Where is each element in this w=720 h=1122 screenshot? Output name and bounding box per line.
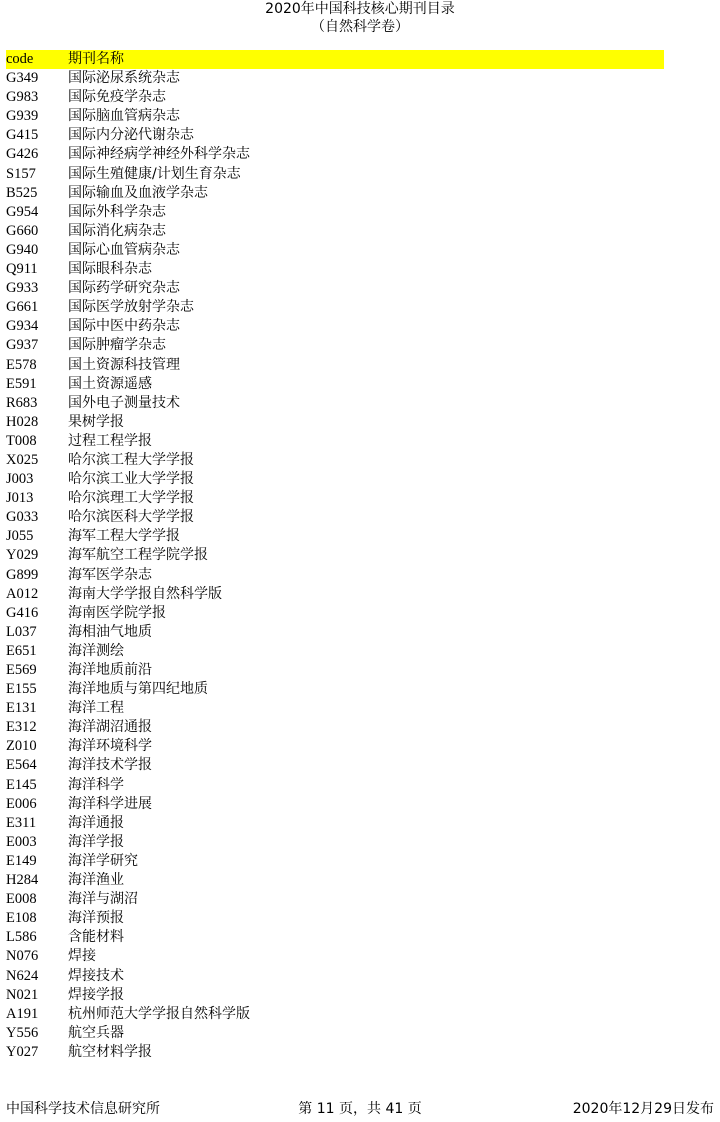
table-row <box>6 241 664 260</box>
journal-code: E564 <box>6 757 37 774</box>
table-row <box>6 394 664 413</box>
journal-code: E155 <box>6 681 37 698</box>
table-row <box>6 489 664 508</box>
journal-code: E006 <box>6 795 37 812</box>
journal-code: E312 <box>6 719 37 736</box>
journal-code: T008 <box>6 432 37 449</box>
table-row <box>6 470 664 489</box>
journal-name: 国际生殖健康/计划生育杂志 <box>68 165 241 182</box>
journal-name: 海洋地质前沿 <box>68 662 152 678</box>
table-row <box>6 356 664 375</box>
journal-code: E131 <box>6 700 37 717</box>
table-row <box>6 1005 664 1024</box>
journal-code: N624 <box>6 967 39 984</box>
table-row <box>6 928 664 947</box>
table-row <box>6 203 664 222</box>
journal-code: Q911 <box>6 261 38 278</box>
table-row <box>6 661 664 680</box>
journal-code: G899 <box>6 566 39 583</box>
document-title: 2020年中国科技核心期刊目录 <box>265 1 455 17</box>
table-row <box>6 795 664 814</box>
footer-publish-date: 2020年12月29日发布 <box>572 1101 714 1117</box>
journal-name: 海洋湖沼通报 <box>68 719 152 736</box>
journal-name: 过程工程学报 <box>68 432 152 449</box>
journal-code: N021 <box>6 986 39 1003</box>
journal-code: G983 <box>6 89 39 106</box>
journal-code: G937 <box>6 337 39 354</box>
table-row <box>6 184 664 203</box>
journal-code: E651 <box>6 642 37 659</box>
journal-name: 国际医学放射学杂志 <box>68 299 194 316</box>
journal-code: Y556 <box>6 1024 39 1041</box>
table-row <box>6 317 664 336</box>
table-row <box>6 986 664 1005</box>
journal-name: 航空材料学报 <box>68 1043 152 1060</box>
journal-name: 海军医学杂志 <box>68 566 152 583</box>
table-row <box>6 508 664 527</box>
table-row <box>6 680 664 699</box>
journal-name: 国际内分泌代谢杂志 <box>68 127 194 144</box>
journal-name: 国际肿瘤学杂志 <box>68 337 166 354</box>
table-row <box>6 699 664 718</box>
journal-name: 海洋通报 <box>68 814 124 831</box>
table-row <box>6 871 664 890</box>
table-row <box>6 814 664 833</box>
journal-name: 国土资源科技管理 <box>68 356 180 373</box>
journal-code: E569 <box>6 662 37 678</box>
journal-code: H284 <box>6 872 39 889</box>
table-row <box>6 1024 664 1043</box>
journal-name: 海军工程大学学报 <box>68 528 180 545</box>
table-row <box>6 126 664 145</box>
journal-code: E578 <box>6 356 37 373</box>
journal-code: J055 <box>6 528 34 545</box>
journal-code: E145 <box>6 776 37 793</box>
table-row <box>6 737 664 756</box>
table-row <box>6 604 664 623</box>
journal-code: R683 <box>6 394 38 411</box>
journal-name: 国际消化病杂志 <box>68 222 166 239</box>
column-header-journal-name: 期刊名称 <box>68 51 124 67</box>
journal-name: 哈尔滨医科大学学报 <box>68 509 194 526</box>
table-header-row <box>6 50 664 69</box>
table-row <box>6 566 664 585</box>
journal-name: 哈尔滨工程大学学报 <box>68 451 194 468</box>
journal-code: B525 <box>6 184 38 201</box>
journal-name: 焊接 <box>68 948 96 965</box>
table-row <box>6 298 664 317</box>
journal-code: J013 <box>6 490 34 507</box>
journal-code: E108 <box>6 910 37 927</box>
journal-code: L586 <box>6 929 37 946</box>
journal-name: 海相油气地质 <box>68 623 152 640</box>
journal-name: 海洋技术学报 <box>68 757 152 774</box>
journal-name: 国际眼科杂志 <box>68 261 152 278</box>
journal-name: 国土资源遥感 <box>68 375 152 392</box>
journal-code: S157 <box>6 165 36 182</box>
journal-code: Y029 <box>6 547 39 564</box>
journal-code: G954 <box>6 203 39 220</box>
table-row <box>6 642 664 661</box>
journal-name: 哈尔滨工业大学学报 <box>68 471 194 488</box>
journal-code: A191 <box>6 1005 39 1022</box>
journal-name: 国际神经病学神经外科学杂志 <box>68 146 250 163</box>
journal-name: 国外电子测量技术 <box>68 394 180 411</box>
journal-name: 航空兵器 <box>68 1024 124 1041</box>
journal-code: L037 <box>6 623 37 640</box>
table-row <box>6 413 664 432</box>
journal-name: 海洋工程 <box>68 700 124 717</box>
table-row <box>6 623 664 642</box>
journal-name: 海洋学研究 <box>68 852 138 869</box>
journal-code: H028 <box>6 413 39 430</box>
journal-code: G939 <box>6 108 39 125</box>
table-row <box>6 890 664 909</box>
table-row <box>6 69 664 88</box>
journal-code: E008 <box>6 891 37 908</box>
journal-code: E149 <box>6 852 37 869</box>
table-row <box>6 909 664 928</box>
column-header-code: code <box>6 51 34 67</box>
table-row <box>6 165 664 184</box>
table-row <box>6 852 664 871</box>
table-row <box>6 336 664 355</box>
journal-code: E003 <box>6 833 37 850</box>
journal-code: G349 <box>6 70 39 87</box>
journal-code: G415 <box>6 127 39 144</box>
table-row <box>6 947 664 966</box>
footer-publisher: 中国科学技术信息研究所 <box>6 1101 160 1117</box>
journal-name: 海洋渔业 <box>68 872 124 889</box>
table-row <box>6 776 664 795</box>
journal-name: 海洋学报 <box>68 833 124 850</box>
journal-table <box>6 50 664 1062</box>
journal-name: 国际外科学杂志 <box>68 203 166 220</box>
journal-name: 国际药学研究杂志 <box>68 280 180 297</box>
table-row <box>6 432 664 451</box>
table-body <box>6 69 664 1062</box>
journal-code: J003 <box>6 471 34 488</box>
journal-name: 杭州师范大学学报自然科学版 <box>68 1005 250 1022</box>
journal-name: 海洋预报 <box>68 910 124 927</box>
table-row <box>6 145 664 164</box>
journal-code: G661 <box>6 299 39 316</box>
table-row <box>6 527 664 546</box>
journal-name: 国际输血及血液学杂志 <box>68 184 208 201</box>
journal-name: 国际泌尿系统杂志 <box>68 70 180 87</box>
document-subtitle: （自然科学卷） <box>311 19 409 35</box>
table-row <box>6 375 664 394</box>
journal-name: 焊接学报 <box>68 986 124 1003</box>
journal-name: 果树学报 <box>68 413 124 430</box>
table-row <box>6 833 664 852</box>
journal-code: X025 <box>6 451 39 468</box>
table-row <box>6 279 664 298</box>
table-row <box>6 718 664 737</box>
journal-name: 焊接技术 <box>68 967 124 984</box>
journal-code: G660 <box>6 222 39 239</box>
journal-name: 国际心血管病杂志 <box>68 241 180 258</box>
journal-name: 海洋环境科学 <box>68 738 152 755</box>
journal-code: G933 <box>6 280 39 297</box>
journal-name: 国际中医中药杂志 <box>68 318 180 335</box>
journal-code: E591 <box>6 375 37 392</box>
table-row <box>6 756 664 775</box>
journal-code: Y027 <box>6 1043 39 1060</box>
table-row <box>6 222 664 241</box>
table-row <box>6 451 664 470</box>
journal-name: 国际脑血管病杂志 <box>68 108 180 125</box>
journal-code: N076 <box>6 948 39 965</box>
journal-name: 海军航空工程学院学报 <box>68 547 208 564</box>
journal-name: 含能材料 <box>68 929 124 946</box>
footer-page-number: 第 11 页，共 41 页 <box>298 1101 422 1117</box>
journal-code: G934 <box>6 318 39 335</box>
journal-name: 海洋与湖沼 <box>68 891 138 908</box>
journal-code: G033 <box>6 509 39 526</box>
table-row <box>6 967 664 986</box>
journal-name: 海洋科学 <box>68 776 124 793</box>
journal-code: G426 <box>6 146 39 163</box>
journal-code: Z010 <box>6 738 37 755</box>
journal-name: 国际免疫学杂志 <box>68 89 166 106</box>
journal-code: E311 <box>6 814 37 831</box>
table-row <box>6 585 664 604</box>
table-row <box>6 546 664 565</box>
journal-name: 海洋地质与第四纪地质 <box>68 681 208 698</box>
journal-name: 海洋测绘 <box>68 642 124 659</box>
table-row <box>6 88 664 107</box>
table-row <box>6 107 664 126</box>
journal-name: 海南医学院学报 <box>68 604 166 621</box>
journal-name: 海洋科学进展 <box>68 795 152 812</box>
table-row <box>6 260 664 279</box>
journal-name: 哈尔滨理工大学学报 <box>68 490 194 507</box>
journal-code: G416 <box>6 604 39 621</box>
journal-name: 海南大学学报自然科学版 <box>68 585 222 602</box>
table-row <box>6 1043 664 1062</box>
journal-code: A012 <box>6 585 39 602</box>
journal-code: G940 <box>6 241 39 258</box>
